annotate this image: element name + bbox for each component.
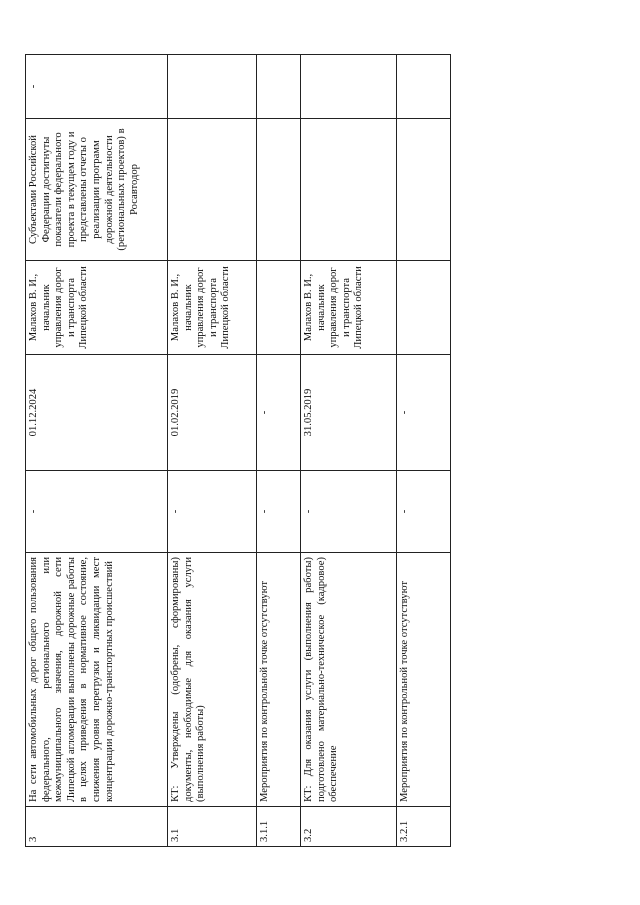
row-responsible: Малахов В. И., начальник управления дорог и транспорта Липецкой области	[26, 261, 168, 355]
row-title: На сети автомобильных дорог общего пользования федерального, регионального или межмуниципального значения, дорожной сети Липецкой агломерации выполнены дорожные работы в целях приведения в нормативное состояние, снижения уровня перегрузки и ликвидации мест концентрации дорожно-транспортных происшествий	[26, 553, 168, 807]
row-responsible	[397, 261, 451, 355]
row-number: 3	[26, 807, 168, 847]
row-responsible: Малахов В. И., начальник управления дорог и транспорта Липецкой области	[301, 261, 397, 355]
row-result	[168, 119, 257, 261]
table-row	[168, 55, 257, 847]
row-end-date: -	[397, 355, 451, 471]
rotated-table-wrapper	[25, 55, 450, 847]
row-number: 3.2.1	[397, 807, 451, 847]
row-responsible	[257, 261, 301, 355]
row-level: -	[26, 55, 168, 119]
row-number: 3.1	[168, 807, 257, 847]
row-end-date: 31.05.2019	[301, 355, 397, 471]
row-end-date: 01.02.2019	[168, 355, 257, 471]
row-result	[397, 119, 451, 261]
row-result	[257, 119, 301, 261]
row-number: 3.2	[301, 807, 397, 847]
row-title: КТ: Для оказания услуги (выполнения работы) подготовлено материально-техническое (кадровое) обеспечение	[301, 553, 397, 807]
project-plan-table	[25, 54, 451, 847]
row-number: 3.1.1	[257, 807, 301, 847]
row-title: Мероприятия по контрольной точке отсутствуют	[257, 553, 301, 807]
row-responsible: Малахов В. И., начальник управления дорог и транспорта Липецкой области	[168, 261, 257, 355]
row-result: Субъектами Российской Федерации достигнуты показатели федерального проекта в текущем году и представлены отчеты о реализации программ дорожной деятельности (региональных проектов) в Росавтодор	[26, 119, 168, 261]
row-level	[257, 55, 301, 119]
table-row	[397, 55, 451, 847]
row-level	[168, 55, 257, 119]
row-start-date: -	[168, 471, 257, 553]
row-start-date: -	[257, 471, 301, 553]
row-level	[301, 55, 397, 119]
table-row	[26, 55, 168, 847]
row-start-date: -	[397, 471, 451, 553]
row-start-date: -	[26, 471, 168, 553]
table-row	[301, 55, 397, 847]
row-title: КТ: Утверждены (одобрены, сформированы) документы, необходимые для оказания услуги (выполнения работы)	[168, 553, 257, 807]
row-end-date: -	[257, 355, 301, 471]
row-title: Мероприятия по контрольной точке отсутствуют	[397, 553, 451, 807]
row-start-date: -	[301, 471, 397, 553]
document-page	[25, 55, 450, 847]
row-result	[301, 119, 397, 261]
table-row	[257, 55, 301, 847]
row-end-date: 01.12.2024	[26, 355, 168, 471]
row-level	[397, 55, 451, 119]
